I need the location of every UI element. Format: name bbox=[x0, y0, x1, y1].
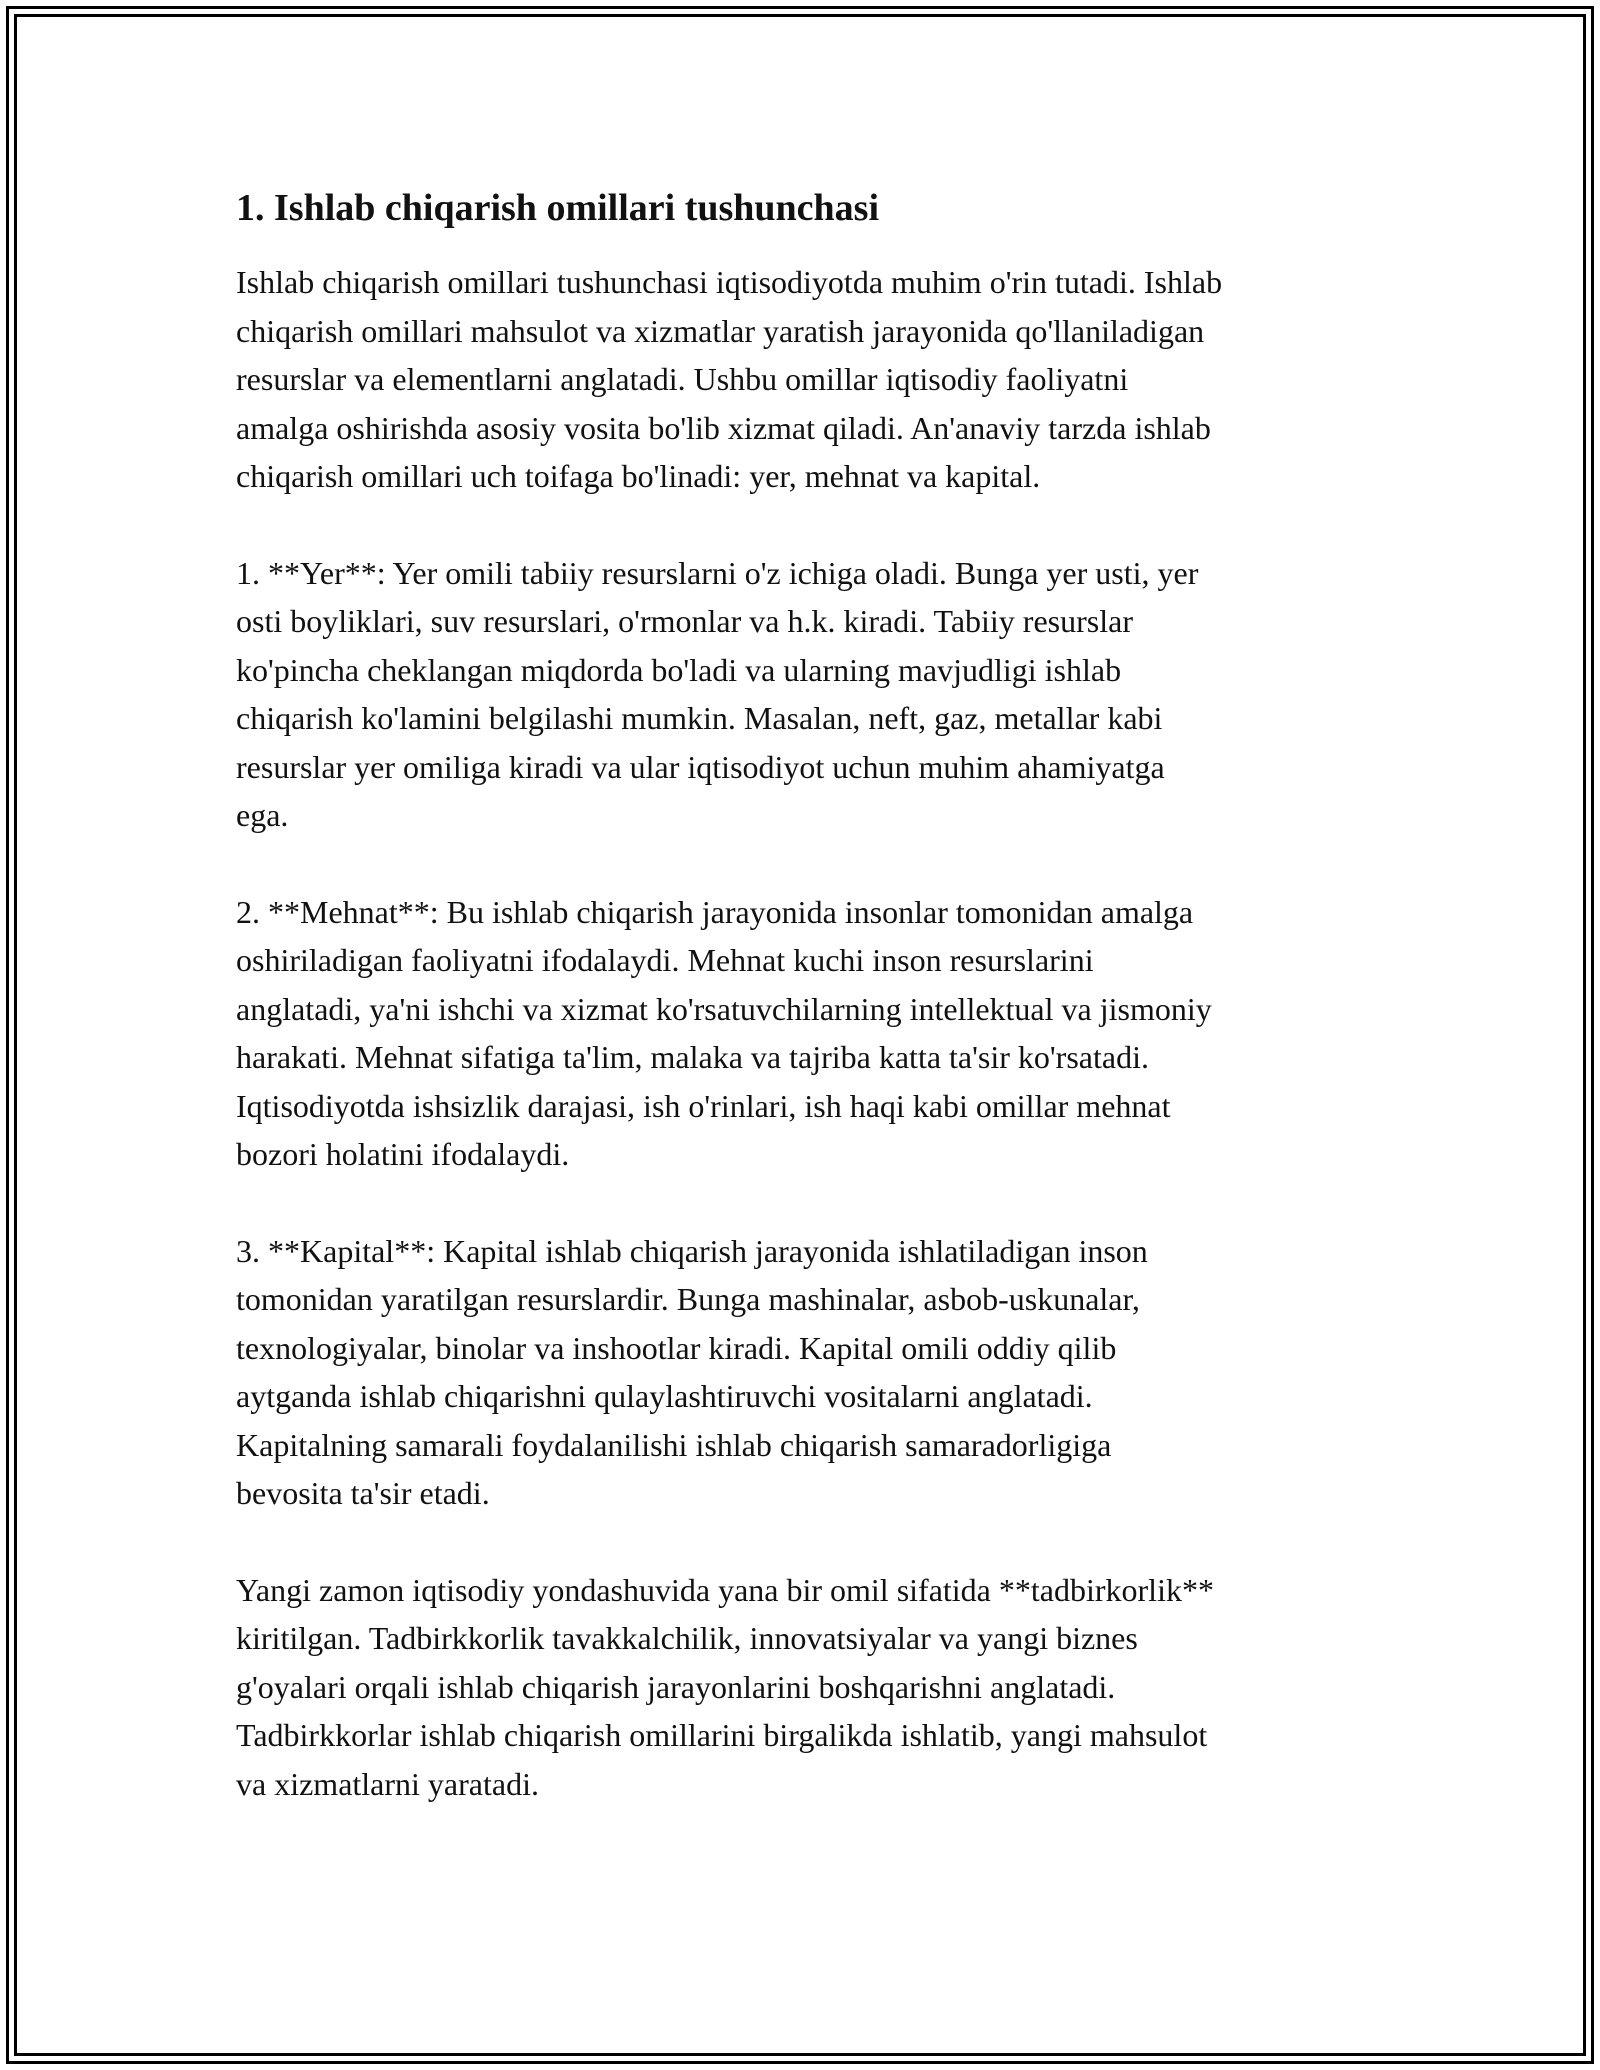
land-paragraph: 1. **Yer**: Yer omili tabiiy resurslarni o'z ichiga oladi. Bunga yer usti, yer osti boyliklari, suv resurslari, o'rmonlar va h.k. kiradi. Tabiiy resurslar ko'pincha cheklangan miqdorda bo'ladi va ularning mavjudligi ishlab chiqarish ko'lamini belgilashi mumkin. Masalan, neft, gaz, metallar kabi resurslar yer omiliga kiradi va ular iqtisodiyot uchun muhim ahamiyatga ega. bbox=[236, 554, 1199, 833]
entrepreneurship-paragraph: Yangi zamon iqtisodiy yondashuvida yana bir omil sifatida **tadbirkorlik** kiritilgan. Tadbirkkorlik tavakkalchilik, innovatsiyalar va yangi biznes g'oyalari orqali ishlab chiqarish jarayonlarini boshqarishni anglatadi. Tadbirkkorlar ishlab chiqarish omillarini birgalikda ishlatib, yangi mahsulot va xizmatlarni yaratadi. bbox=[236, 1571, 1214, 1802]
labor-paragraph: 2. **Mehnat**: Bu ishlab chiqarish jarayonida insonlar tomonidan amalga oshiriladigan faoliyatni ifodalaydi. Mehnat kuchi inson resurslarini anglatadi, ya'ni ishchi va xizmat ko'rsatuvchilarning intellektual va jismoniy harakati. Mehnat sifatiga ta'lim, malaka va tajriba katta ta'sir ko'rsatadi. Iqtisodiyotda ishsizlik darajasi, ish o'rinlari, ish haqi kabi omillar mehnat bozori holatini ifodalaydi. bbox=[236, 893, 1212, 1172]
document-body bbox=[236, 184, 1366, 1856]
section-title: 1. Ishlab chiqarish omillari tushunchasi bbox=[236, 187, 880, 229]
intro-paragraph: Ishlab chiqarish omillari tushunchasi iqtisodiyotda muhim o'rin tutadi. Ishlab chiqarish omillari mahsulot va xizmatlar yaratish jarayonida qo'llaniladigan resurslar va elementlarni anglatadi. Ushbu omillar iqtisodiy faoliyatni amalga oshirishda asosiy vosita bo'lib xizmat qiladi. An'anaviy tarzda ishlab chiqarish omillari uch toifaga bo'linadi: yer, mehnat va kapital. bbox=[236, 264, 1223, 494]
capital-paragraph: 3. **Kapital**: Kapital ishlab chiqarish jarayonida ishlatiladigan inson tomonidan yaratilgan resurslardir. Bunga mashinalar, asbob-uskunalar, texnologiyalar, binolar va inshootlar kiradi. Kapital omili oddiy qilib aytganda ishlab chiqarishni qulaylashtiruvchi vositalarni anglatadi. Kapitalning samarali foydalanilishi ishlab chiqarish samaradorligiga bevosita ta'sir etadi. bbox=[236, 1232, 1148, 1511]
